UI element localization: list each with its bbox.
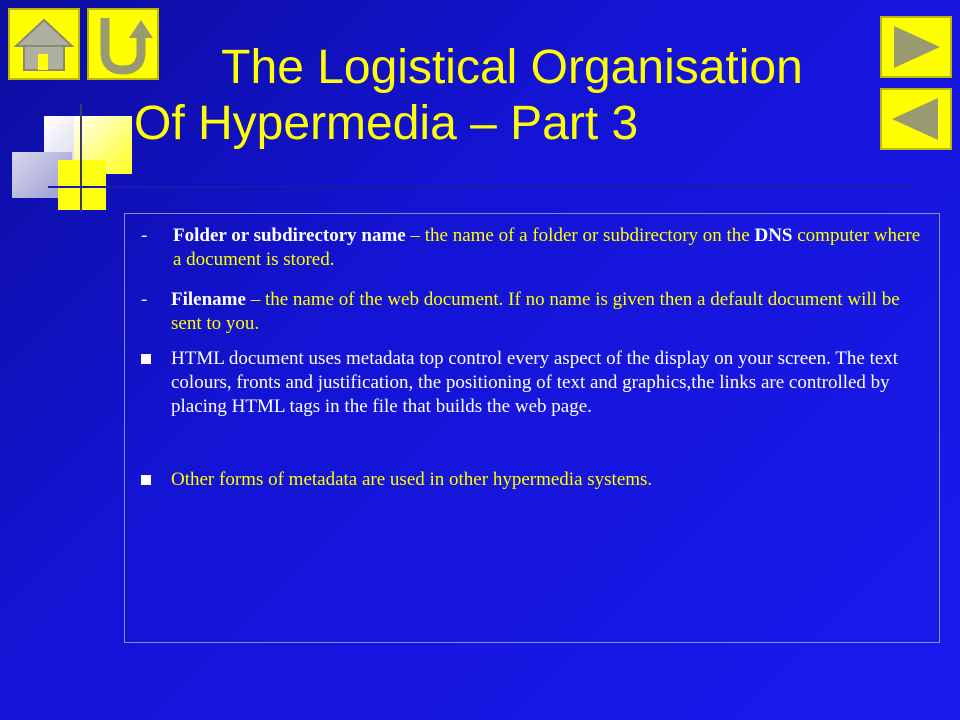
dns-term: DNS	[754, 225, 793, 246]
term-folder: Folder or subdirectory name	[173, 225, 406, 246]
dash-marker: -	[141, 289, 148, 310]
slide-title	[132, 40, 892, 152]
list-item-filename	[141, 288, 926, 336]
list-item-text: Other forms of metadata are used in other hypermedia systems.	[171, 469, 653, 490]
bullet-square	[141, 354, 151, 364]
list-item-other-forms	[141, 468, 926, 492]
definition-text-end: computer where a document is stored.	[173, 225, 921, 270]
definition-text: – the name of a folder or subdirectory on the	[405, 225, 755, 246]
decorative-vertical-line	[80, 104, 82, 212]
bullet-square	[141, 475, 151, 485]
decorative-square-yellow-small	[58, 160, 106, 210]
home-button[interactable]	[8, 8, 80, 80]
home-icon	[10, 10, 78, 78]
content-box	[124, 213, 940, 643]
list-item-folder	[141, 224, 926, 272]
play-right-icon	[882, 18, 950, 76]
title-line-1: The Logistical Organisation	[221, 41, 803, 94]
list-item-body	[173, 224, 926, 272]
definition-text: – the name of the web document. If no name is given then a default document will be sent to you.	[171, 289, 900, 334]
list-item-text: HTML document uses metadata top control every aspect of the display on your screen. The text colours, fronts and justification, the positioning of text and graphics,the links are controlled by placing HTML tags in the file that builds the web page.	[171, 348, 899, 417]
list-item-body	[171, 288, 926, 336]
title-divider	[48, 186, 910, 188]
term-filename: Filename	[171, 289, 246, 310]
list-item-html	[141, 347, 926, 419]
title-line-2: Of Hypermedia – Part 3	[134, 97, 639, 150]
dash-marker: -	[141, 225, 148, 246]
play-left-icon	[882, 90, 950, 148]
